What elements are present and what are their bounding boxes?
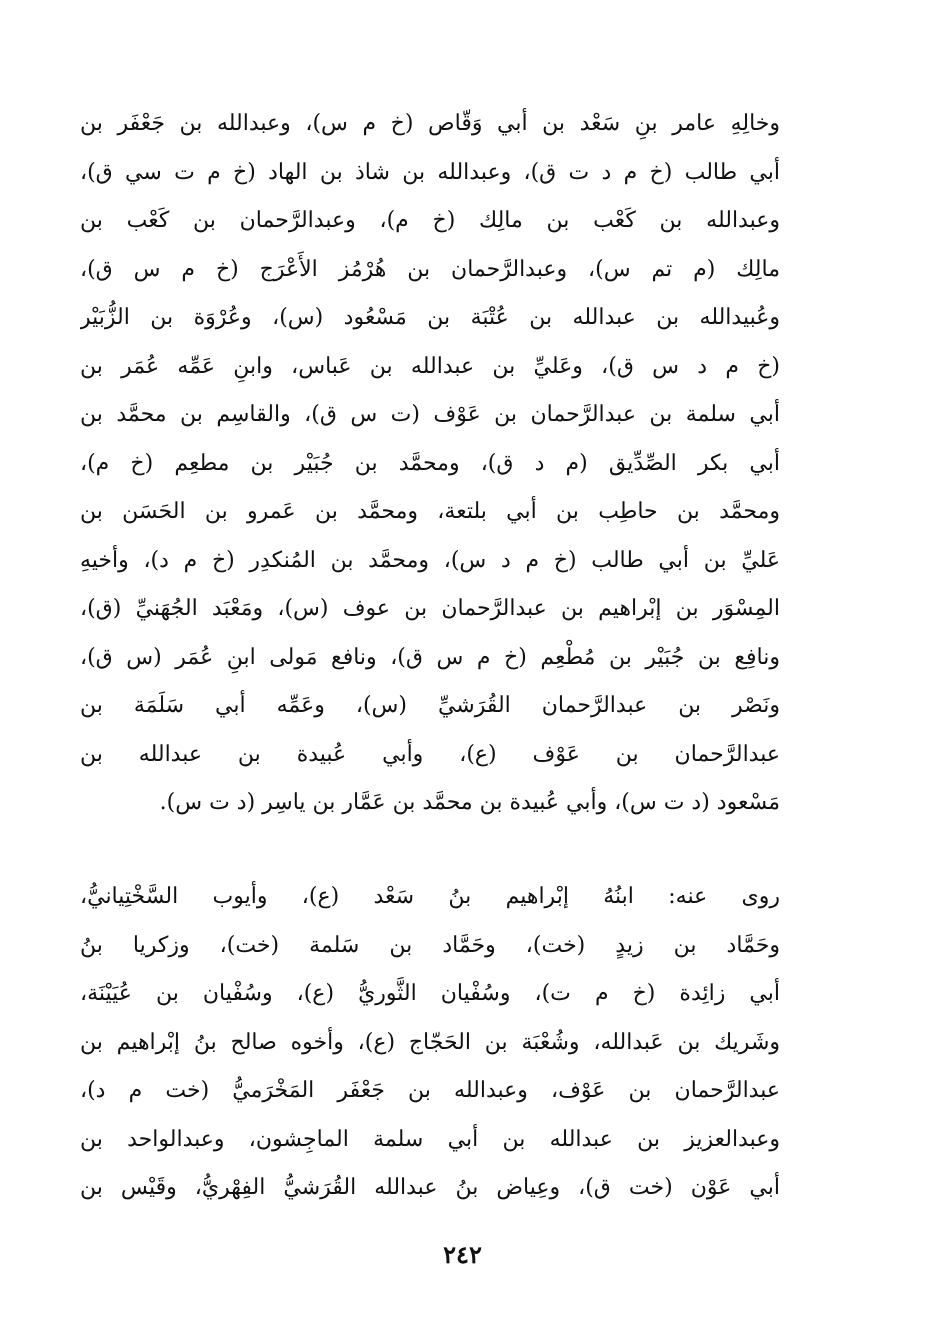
text-line: أبي طالب (خ م د ت ق)، وعبدالله بن شاذ بن الهاد (خ م ت سي ق)، — [80, 159, 780, 185]
text-line: أبي زائِدة (خ م ت)، وسُفْيان الثَّوريُّ (ع)، وسُفْيان بن عُيَيْنَة، — [80, 981, 780, 1006]
text-line: مالِك (م تم س)، وعبدالرَّحمان بن هُرْمُز الأَعْرَج (خ م س ق)، — [80, 256, 780, 282]
text-line: وشَريك بن عَبدالله، وشُعْبَة بن الحَجّاج (ع)، وأخوه صالح بنُ إبْراهيم بن — [80, 1029, 780, 1055]
page-number: ٢٤٢ — [443, 1240, 482, 1269]
text-line: ومحمَّد بن حاطِب بن أبي بلتعة، ومحمَّد بن عَمرو بن الحَسَن بن — [80, 499, 780, 524]
narrators-paragraph — [80, 100, 780, 828]
text-line: عَليِّ بن أبي طالب (خ م د س)، ومحمَّد بن المُنكدِر (خ م د)، وأخيهِ — [80, 547, 780, 573]
text-line: وحَمَّاد بن زيدٍ (خت)، وحَمَّاد بن سَلمة (خت)، وزكريا بنُ — [80, 932, 780, 958]
text-line: أبي بكر الصِّدِّيق (م د ق)، ومحمَّد بن جُبَيْر بن مطعِم (خ م)، — [80, 450, 780, 476]
text-line: روى عنه: ابنُهُ إبْراهيم بنُ سَعْد (ع)، وأيوب السَّخْتِيانيُّ، — [80, 884, 780, 909]
text-line: مَسْعود (د ت س)، وأبي عُبيدة بن محمَّد بن عَمَّار بن ياسِر (د ت س). — [159, 790, 780, 815]
text-line: عبدالرَّحمان بن عَوْف، وعبدالله بن جَعْفَر المَخْرَميُّ (خت م د)، — [80, 1078, 780, 1103]
text-line: أبي عَوْن (خت ق)، وعِياض بنُ عبدالله القُرَشيُّ الفِهْريُّ، وقَيْس بن — [80, 1175, 780, 1200]
students-paragraph — [80, 873, 780, 1213]
text-line: عبدالرَّحمان بن عَوْف (ع)، وأبي عُبيدة بن عبدالله بن — [80, 741, 780, 767]
text-line: وعبدالعزيز بن عبدالله بن أبي سلمة الماجِشون، وعبدالواحد بن — [80, 1126, 780, 1152]
text-line: ونافِع بن جُبَيْر بن مُطْعِم (خ م س ق)، ونافع مَولى ابنِ عُمَر (س ق)، — [80, 644, 780, 670]
text-line: (خ م د س ق)، وعَليِّ بن عبدالله بن عَباس، وابنِ عَمِّه عُمَر بن — [80, 353, 780, 379]
text-line: أبي سلمة بن عبدالرَّحمان بن عَوْف (ت س ق)، والقاسِم بن محمَّد بن — [80, 402, 780, 427]
text-line: وعُبيدالله بن عبدالله بن عُتْبَة بن مَسْعُود (س)، وعُرْوَة بن الزُّبَيْر — [80, 305, 780, 330]
text-line: وعبدالله بن كَعْب بن مالِك (خ م)، وعبدالرَّحمان بن كَعْب بن — [80, 208, 780, 233]
text-line: ونَصْر بن عبدالرَّحمان القُرَشيِّ (س)، وعَمِّه أبي سَلَمَة بن — [80, 693, 780, 718]
text-line: المِسْوَر بن إبْراهيم بن عبدالرَّحمان بن عوف (س)، ومَعْبَد الجُهَنيِّ (ق)، — [80, 596, 780, 621]
text-line: وخالِهِ عامر بنِ سَعْد بن أبي وَقّاص (خ م س)، وعبدالله بن جَعْفَر بن — [80, 111, 780, 136]
